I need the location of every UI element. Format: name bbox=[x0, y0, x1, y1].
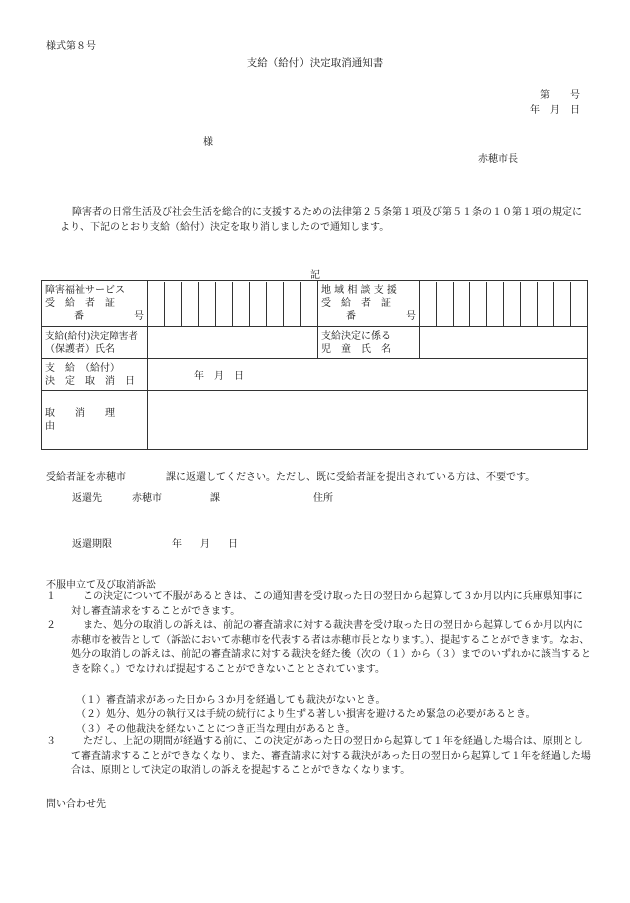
recipient-cert-number-boxes[interactable] bbox=[148, 281, 318, 327]
return-notice: 受給者証を赤穂市 課に返還してください。ただし、既に受給者証を提出されている方は、不要です。 bbox=[46, 472, 536, 483]
appeal-sub-2: （２）処分、処分の執行又は手続の続行により生ずる著しい損害を避けるため緊急の必要があるとき。 bbox=[76, 709, 536, 720]
community-support-cert-label: 地 域 相 談 支 援 受 給 者 証 番 号 bbox=[318, 281, 420, 327]
community-support-cert-number-boxes[interactable] bbox=[420, 281, 588, 327]
recipient-name-label: 支給(給付)決定障害者 （保護者）氏名 bbox=[42, 327, 148, 359]
appeal-sub-1: （１）審査請求があった日から３か月を経過しても裁決がないとき。 bbox=[76, 695, 386, 706]
cancellation-reason-field[interactable] bbox=[148, 391, 588, 450]
contact-label: 問い合わせ先 bbox=[46, 799, 106, 810]
return-to-dept: 課 bbox=[210, 493, 220, 504]
addressee-suffix: 様 bbox=[203, 137, 213, 148]
return-period-day: 日 bbox=[228, 539, 238, 550]
table-row bbox=[42, 281, 588, 327]
cancellation-date-field[interactable]: 年 月 日 bbox=[148, 359, 588, 391]
child-name-field[interactable] bbox=[420, 327, 588, 359]
return-to-label: 返還先 bbox=[72, 493, 102, 504]
appeal-item-3: ３ ただし、上記の期間が経過する前に、この決定があった日の翌日から起算して１年を経過した場合は、原則として審査請求することができなくなり、また、審査請求に対する裁決があった日の翌日から起算して１年を経過した場合は、原則として決定の取消しの訴えを提起することができなくなります。 bbox=[46, 736, 591, 776]
table-row bbox=[42, 327, 588, 359]
document-title: 支給（給付）決定取消通知書 bbox=[246, 57, 384, 69]
recipient-cert-label: 障害福祉サービス 受 給 者 証 番 号 bbox=[42, 281, 148, 327]
appeal-sub-3: （３）その他裁決を経ないことにつき正当な理由があるとき。 bbox=[76, 724, 356, 735]
child-name-label: 支給決定に係る 児 童 氏 名 bbox=[318, 327, 420, 359]
ki-label: 記 bbox=[310, 270, 320, 281]
issuer: 赤穂市長 bbox=[478, 154, 518, 165]
appeal-item-2: ２ また、処分の取消しの訴えは、前記の審査請求に対する裁決書を受け取った日の翌日から起算して６か月以内に赤穂市を被告として（訴訟において赤穂市を代表する者は赤穂市長となります。）、提起することができます。なお、処分の取消しの訴えは、前記の審査請求に対する裁決を経た後（次の（１）から（３）までのいずれかに該当するときを除く。）でなければ提起することができないこととされています。 bbox=[46, 620, 591, 675]
return-to-address-label: 住所 bbox=[313, 493, 333, 504]
table-row bbox=[42, 391, 588, 450]
table-row bbox=[42, 359, 588, 391]
return-period-year: 年 bbox=[172, 539, 182, 550]
cancellation-date-label: 支 給 （給付） 決 定 取 消 日 bbox=[42, 359, 148, 391]
appeal-item-1: １ この決定について不服があるときは、この通知書を受け取った日の翌日から起算して３か月以内に兵庫県知事に対し審査請求をすることができます。 bbox=[46, 591, 583, 617]
cancellation-reason-label: 取 消 理 由 bbox=[42, 391, 148, 450]
document-number: 第 号 bbox=[540, 90, 580, 101]
return-period-month: 月 bbox=[200, 539, 210, 550]
details-table bbox=[41, 280, 588, 450]
document-date: 年 月 日 bbox=[530, 105, 580, 116]
form-number: 様式第８号 bbox=[46, 41, 96, 52]
return-to-city: 赤穂市 bbox=[132, 493, 162, 504]
appeal-title: 不服申立て及び取消訴訟 bbox=[46, 580, 156, 591]
body-text: 障害者の日常生活及び社会生活を総合的に支援するための法律第２５条第１項及び第５１条の１０第１項の規定により、下記のとおり支給（給付）決定を取り消しましたので通知します。 bbox=[60, 207, 582, 233]
return-period-label: 返還期限 bbox=[72, 539, 112, 550]
recipient-name-field[interactable] bbox=[148, 327, 318, 359]
